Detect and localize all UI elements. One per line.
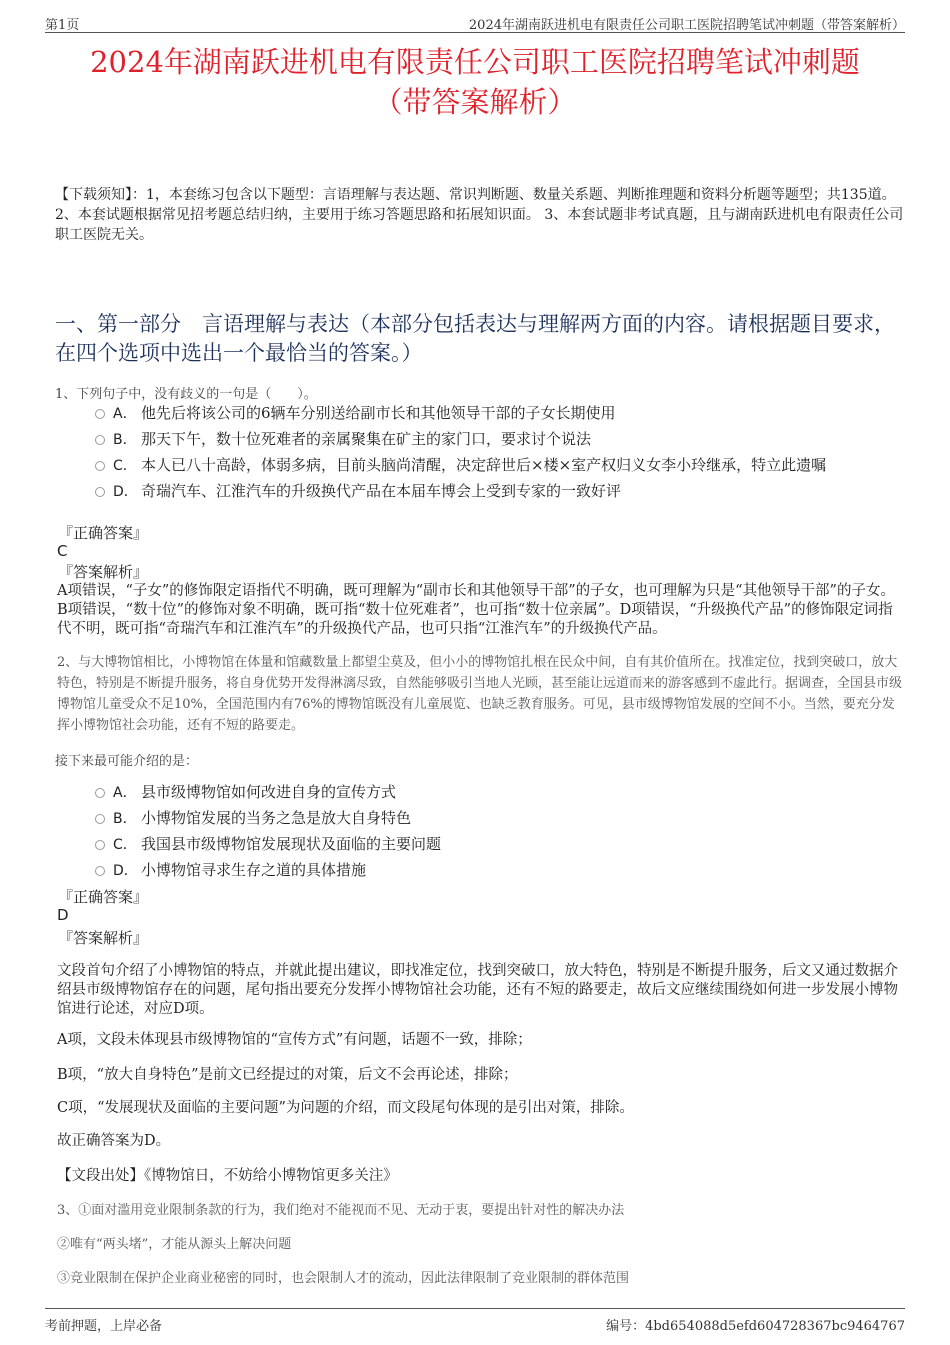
- option-a[interactable]: A． 他先后将该公司的6辆车分别送给副市长和其他领导干部的子女长期使用: [95, 400, 826, 426]
- radio-icon[interactable]: [95, 487, 105, 497]
- option-c[interactable]: C． 本人已八十高龄，体弱多病，目前头脑尚清醒，决定辞世后×楼×室产权归义女李小玲继承，特立此遗嘱: [95, 452, 826, 478]
- question-2-analysis-4: C项，“发展现状及面临的主要问题”为问题的介绍，而文段尾句体现的是引出对策，排除。: [57, 1100, 634, 1116]
- radio-icon[interactable]: [95, 814, 105, 824]
- question-2-stem: 2、与大博物馆相比，小博物馆在体量和馆藏数量上都望尘莫及，但小小的博物馆扎根在民众中间，自有其价值所在。找准定位，找到突破口，放大特色，特别是不断提升服务，将自身优势开发得淋漓尽致，自然能够吸引当地人光顾，甚至能让远道而来的游客感到不虚此行。据调查，全国县市级博物馆儿童受众不足10%，全国范围内有76%的博物馆既没有儿童展览、也缺乏教育服务。可见，县市级博物馆发展的空间不小。当然，要充分发挥小博物馆社会功能，还有不短的路要走。: [57, 655, 903, 733]
- title-line-1: 2024年湖南跃进机电有限责任公司职工医院招聘笔试冲刺题: [90, 45, 860, 79]
- download-notice: 【下载须知】：1，本套练习包含以下题型：言语理解与表达题、常识判断题、数量关系题、判断推理题和资料分析题等题型；共135道。 2、本套试题根据常见招考题总结归纳，主要用于练习答题思路和拓展知识面。 3、本套试题非考试真题，且与湖南跃进机电有限责任公司职工医院无关。: [55, 187, 904, 243]
- question-2-source: 【文段出处】《博物馆日，不妨给小博物馆更多关注》: [57, 1168, 398, 1184]
- analysis-label: 『答案解析』: [58, 563, 149, 581]
- radio-icon[interactable]: [95, 840, 105, 850]
- title-line-2: （带答案解析）: [373, 85, 577, 119]
- question-3-item-2: ②唯有“两头堵”，才能从源头上解决问题: [57, 1237, 292, 1252]
- footer-slogan: 考前押题，上岸必备: [45, 1319, 163, 1334]
- header-doc-title: 2024年湖南跃进机电有限责任公司职工医院招聘笔试冲刺题（带答案解析）: [468, 18, 905, 33]
- page-header: [45, 10, 905, 33]
- correct-answer-label: 『正确答案』: [58, 524, 149, 542]
- footer-doc-id: 编号：4bd654088d5efd604728367bc9464767: [606, 1319, 905, 1334]
- option-d[interactable]: D． 奇瑞汽车、江淮汽车的升级换代产品在本届车博会上受到专家的一致好评: [95, 478, 826, 504]
- question-3-item-3: ③竞业限制在保护企业商业秘密的同时，也会限制人才的流动，因此法律限制了竞业限制的群体范围: [57, 1271, 630, 1286]
- question-1-answer: C: [57, 542, 68, 560]
- option-c[interactable]: C． 我国县市级博物馆发展现状及面临的主要问题: [95, 831, 441, 857]
- correct-answer-label: 『正确答案』: [58, 888, 149, 906]
- radio-icon[interactable]: [95, 788, 105, 798]
- question-2-analysis-3: B项，“放大自身特色”是前文已经提过的对策，后文不会再论述，排除；: [57, 1067, 518, 1083]
- page-footer: [45, 1308, 905, 1334]
- option-d[interactable]: D． 小博物馆寻求生存之道的具体措施: [95, 857, 441, 883]
- section-title: 一、第一部分 言语理解与表达（本部分包括表达与理解两方面的内容。请根据题目要求，在四个选项中选出一个最恰当的答案。）: [55, 312, 895, 365]
- option-a[interactable]: A． 县市级博物馆如何改进自身的宣传方式: [95, 779, 441, 805]
- question-2-options: [95, 779, 441, 883]
- page-number: 第1页: [45, 18, 80, 33]
- question-2-analysis-1: 文段首句介绍了小博物馆的特点，并就此提出建议，即找准定位，找到突破口，放大特色，特别是不断提升服务，后文又通过数据介绍县市级博物馆存在的问题，尾句指出要充分发挥小博物馆社会功能，还有不短的路要走，故后文应继续围绕如何进一步发展小博物馆进行论述，对应D项。: [57, 963, 898, 1017]
- question-2-analysis-5: 故正确答案为D。: [57, 1133, 171, 1149]
- question-1-analysis: A项错误，“子女”的修饰限定语指代不明确，既可理解为“副市长和其他领导干部”的子女，也可理解为只是“其他领导干部”的子女。B项错误，“数十位”的修饰对象不明确，既可指“数十位死难者”，也可指“数十位亲属”。D项错误，“升级换代产品”的修饰限定词指代不明，既可指“奇瑞汽车和江淮汽车”的升级换代产品，也可只指“江淮汽车”的升级换代产品。: [57, 583, 895, 637]
- question-2-analysis-2: A项，文段未体现县市级博物馆的“宣传方式”有问题，话题不一致，排除；: [57, 1032, 532, 1048]
- radio-icon[interactable]: [95, 866, 105, 876]
- question-3-stem: 3、①面对滥用竞业限制条款的行为，我们绝对不能视而不见、无动于衷，要提出针对性的解决办法: [57, 1203, 625, 1218]
- radio-icon[interactable]: [95, 409, 105, 419]
- question-1-stem: 1、下列句子中，没有歧义的一句是（ ）。: [55, 387, 317, 402]
- option-b[interactable]: B． 小博物馆发展的当务之急是放大自身特色: [95, 805, 441, 831]
- analysis-label: 『答案解析』: [58, 929, 149, 947]
- question-2-prompt: 接下来最可能介绍的是：: [55, 754, 199, 769]
- radio-icon[interactable]: [95, 435, 105, 445]
- option-b[interactable]: B． 那天下午，数十位死难者的亲属聚集在矿主的家门口，要求讨个说法: [95, 426, 826, 452]
- radio-icon[interactable]: [95, 461, 105, 471]
- question-1-options: [95, 400, 826, 504]
- document-title: [40, 42, 910, 122]
- question-2-answer: D: [57, 906, 69, 924]
